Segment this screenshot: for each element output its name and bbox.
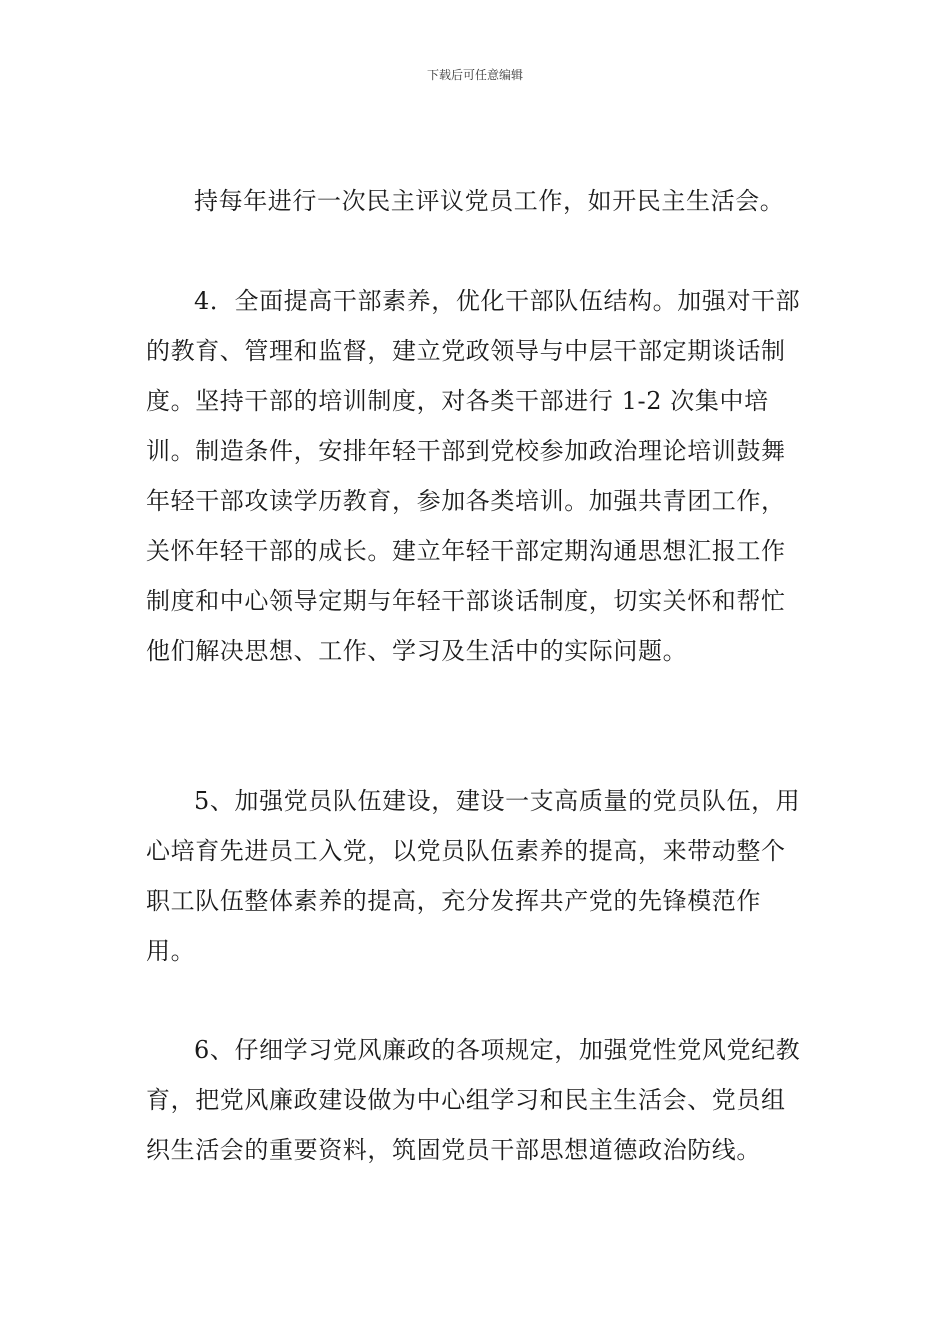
paragraph-item-4	[146, 276, 810, 676]
paragraph-text: 5、加强党员队伍建设，建设一支高质量的党员队伍，用心培育先进员工入党，以党员队伍素养的提高，来带动整个职工队伍整体素养的提高，充分发挥共产党的先锋模范作用。	[146, 787, 801, 965]
paragraph-text: 持每年进行一次民主评议党员工作，如开民主生活会。	[194, 187, 785, 215]
paragraph-item-5	[146, 776, 810, 976]
header-note: 下载后可任意编辑	[426, 68, 523, 82]
paragraph-continuation	[146, 176, 810, 226]
paragraph-text: 4．全面提高干部素养，优化干部队伍结构。加强对干部的教育、管理和监督，建立党政领导与中层干部定期谈话制度。坚持干部的培训制度，对各类干部进行 1-2 次集中培训。制造条件，安排年轻干部到党校参加政治理论培训鼓舞年轻干部攻读学历教育，参加各类培训。加强共青团工作，关怀年轻干部的成长。建立年轻干部定期沟通思想汇报工作制度和中心领导定期与年轻干部谈话制度，切实关怀和帮忙他们解决思想、工作、学习及生活中的实际问题。	[146, 287, 801, 665]
paragraph-text: 6、仔细学习党风廉政的各项规定，加强党性党风党纪教育，把党风廉政建设做为中心组学习和民主生活会、党员组织生活会的重要资料，筑固党员干部思想道德政治防线。	[146, 1036, 801, 1164]
paragraph-item-6	[146, 1025, 810, 1175]
